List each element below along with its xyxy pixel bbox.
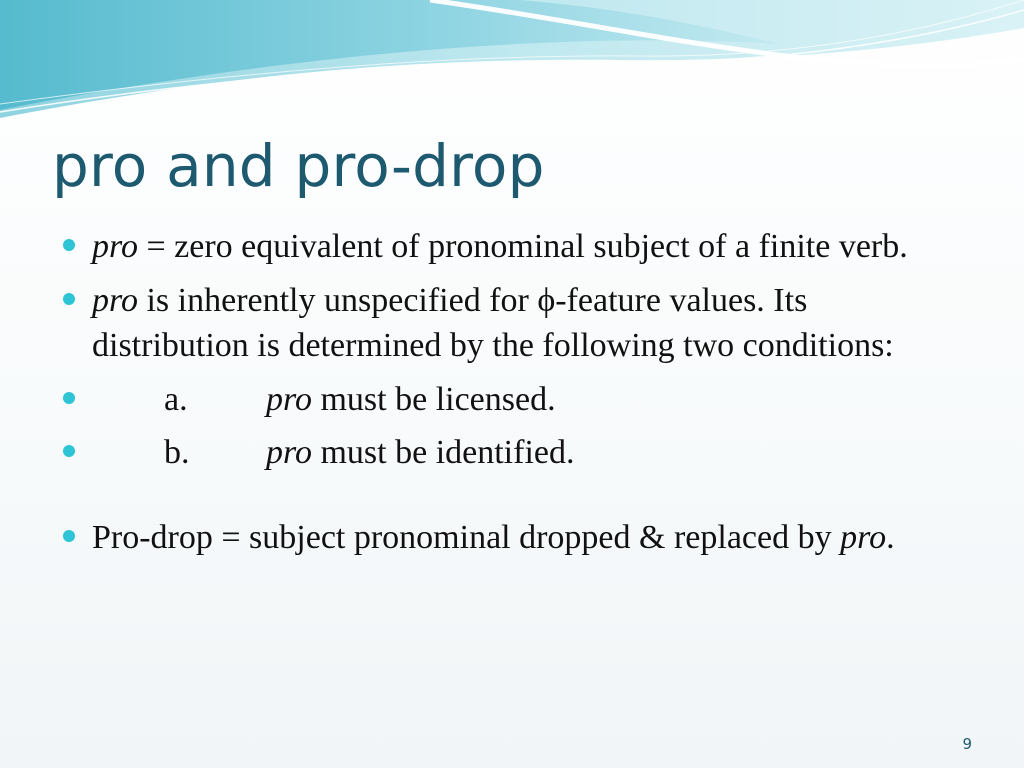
bullet-text: must be licensed.	[311, 381, 556, 418]
bullet-term: pro	[92, 282, 138, 319]
bullet-item	[60, 515, 960, 560]
bullet-dot-icon	[63, 530, 75, 542]
condition-letter: b.	[164, 434, 190, 471]
bullet-text: is inherently unspecified for ϕ-feature values. Its distribution is determined by the following two conditions:	[92, 282, 894, 364]
bullet-text: must be identified.	[311, 434, 575, 471]
condition-letter: a.	[164, 381, 188, 418]
header-wave-decoration	[0, 0, 1024, 130]
bullet-text: = zero equivalent of pronominal subject of a finite verb.	[137, 228, 908, 265]
bullet-list	[60, 224, 960, 569]
bullet-dot-icon	[63, 445, 75, 457]
bullet-item-condition-b	[60, 430, 960, 475]
bullet-text: Pro-drop = subject pronominal dropped & replaced by	[92, 519, 841, 556]
slide-title: pro and pro-drop	[52, 132, 545, 200]
bullet-dot-icon	[63, 392, 75, 404]
bullet-item	[60, 278, 960, 368]
bullet-term: pro	[266, 434, 312, 471]
bullet-tail: .	[886, 519, 895, 556]
bullet-item-condition-a	[60, 377, 960, 422]
page-number: 9	[962, 735, 972, 753]
bullet-term: pro	[266, 381, 312, 418]
bullet-item	[60, 224, 960, 269]
bullet-dot-icon	[63, 293, 75, 305]
bullet-term: pro	[92, 228, 138, 265]
bullet-dot-icon	[63, 239, 75, 251]
bullet-term: pro	[840, 519, 887, 556]
